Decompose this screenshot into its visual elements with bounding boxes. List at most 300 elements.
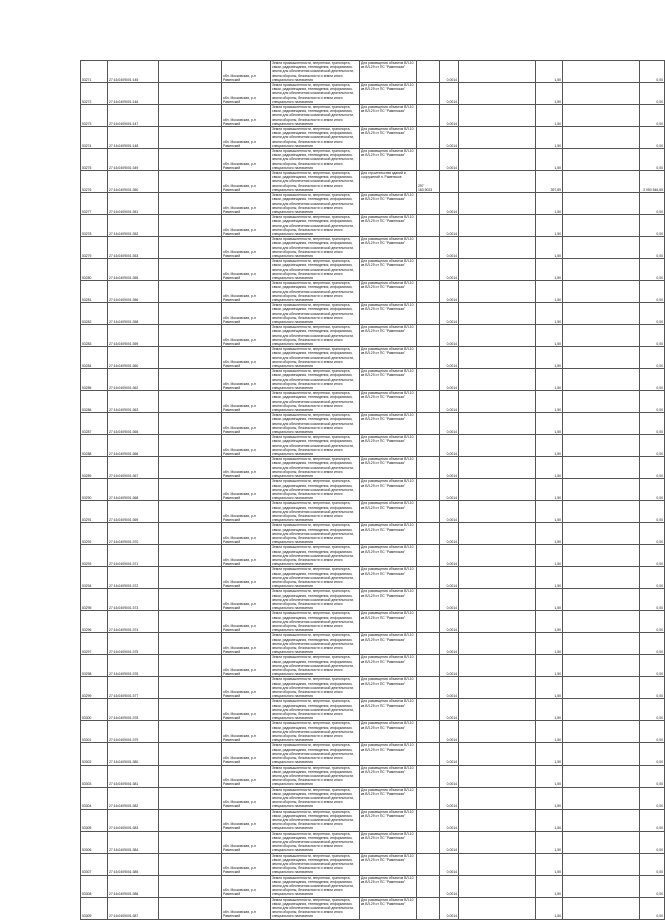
rate-cell: 1,50 xyxy=(536,237,563,259)
table-row xyxy=(81,897,665,919)
row-number-cell: 53293 xyxy=(81,545,108,567)
address-cell: обл. Московская, р-н Раменский xyxy=(222,853,271,875)
empty-cell xyxy=(159,259,222,281)
address-cell: обл. Московская, р-н Раменский xyxy=(222,391,271,413)
price-cell xyxy=(417,391,440,413)
empty-cell xyxy=(459,633,536,655)
land-category-cell: Земли промышленности, энергетики, транспорта, связи, радиовещания, телевидения, информатики, земли для обеспечения космической деятельности, земли обороны, безопасности и земли иного специального назначения xyxy=(271,853,360,875)
permitted-use-cell: Для размещения объектов ВЛ-10 кв ВЛ-29 от ПС "Раменская" xyxy=(360,545,417,567)
area-cell: 0,0014 xyxy=(440,61,459,83)
empty-cell xyxy=(159,435,222,457)
address-cell: обл. Московская, р-н Раменский xyxy=(222,567,271,589)
permitted-use-cell: Для размещения объектов ВЛ-10 кв ВЛ-29 от ПС "Раменская" xyxy=(360,215,417,237)
empty-cell xyxy=(563,897,640,919)
sum-cell: 0,00 xyxy=(640,721,665,743)
table-row xyxy=(81,457,665,479)
address-cell: обл. Московская, р-н Раменский xyxy=(222,611,271,633)
cadastral-number-cell: 27:16:0409001:363 xyxy=(108,391,159,413)
table-row xyxy=(81,413,665,435)
table-row xyxy=(81,501,665,523)
empty-cell xyxy=(459,479,536,501)
empty-cell xyxy=(563,523,640,545)
permitted-use-cell: Для размещения объектов ВЛ-10 кв ВЛ-29 от ПС "Раменская" xyxy=(360,105,417,127)
empty-cell xyxy=(459,523,536,545)
price-cell xyxy=(417,149,440,171)
empty-cell xyxy=(563,655,640,677)
table-row xyxy=(81,765,665,787)
sum-cell: 0,00 xyxy=(640,787,665,809)
area-cell: 0,0014 xyxy=(440,193,459,215)
land-category-cell: Земли промышленности, энергетики, транспорта, связи, радиовещания, телевидения, информатики, земли для обеспечения космической деятельности, земли обороны, безопасности и земли иного специального назначения xyxy=(271,193,360,215)
table-row xyxy=(81,303,665,325)
empty-cell xyxy=(459,743,536,765)
empty-cell xyxy=(459,611,536,633)
table-row xyxy=(81,237,665,259)
cadastral-number-cell: 27:16:0409001:379 xyxy=(108,721,159,743)
land-category-cell: Земли промышленности, энергетики, транспорта, связи, радиовещания, телевидения, информатики, земли для обеспечения космической деятельности, земли обороны, безопасности и земли иного специального назначения xyxy=(271,325,360,347)
sum-cell: 0,00 xyxy=(640,523,665,545)
cadastral-number-cell: 27:16:0409001:359 xyxy=(108,325,159,347)
permitted-use-cell: Для размещения объектов ВЛ-10 кв ВЛ-29 от ПС "Раменская" xyxy=(360,743,417,765)
empty-cell xyxy=(563,457,640,479)
address-cell: обл. Московская, р-н Раменский xyxy=(222,259,271,281)
empty-cell xyxy=(459,435,536,457)
empty-cell xyxy=(563,303,640,325)
address-cell: обл. Московская, р-н Раменский xyxy=(222,83,271,105)
cadastral-number-cell: 27:16:0409001:377 xyxy=(108,677,159,699)
sum-cell: 0,00 xyxy=(640,281,665,303)
empty-cell xyxy=(459,127,536,149)
empty-cell xyxy=(563,413,640,435)
rate-cell: 1,50 xyxy=(536,633,563,655)
rate-cell: 1,50 xyxy=(536,501,563,523)
price-cell xyxy=(417,479,440,501)
sum-cell: 0,00 xyxy=(640,765,665,787)
cadastral-number-cell: 27:16:0409001:380 xyxy=(108,743,159,765)
empty-cell xyxy=(459,259,536,281)
address-cell: обл. Московская, р-н Раменский xyxy=(222,589,271,611)
empty-cell xyxy=(563,281,640,303)
row-number-cell: 53286 xyxy=(81,391,108,413)
permitted-use-cell: Для размещения объектов ВЛ-10 кв ВЛ-29 от ПС "Раменская" xyxy=(360,325,417,347)
permitted-use-cell: Для размещения объектов ВЛ-10 кв ВЛ-29 от ПС "Раменская" xyxy=(360,611,417,633)
area-cell: 0,0014 xyxy=(440,369,459,391)
land-category-cell: Земли промышленности, энергетики, транспорта, связи, радиовещания, телевидения, информатики, земли для обеспечения космической деятельности, земли обороны, безопасности и земли иного специального назначения xyxy=(271,61,360,83)
sum-cell: 0,00 xyxy=(640,655,665,677)
price-cell xyxy=(417,435,440,457)
land-category-cell: Земли промышленности, энергетики, транспорта, связи, радиовещания, телевидения, информатики, земли для обеспечения космической деятельности, земли обороны, безопасности и земли иного специального назначения xyxy=(271,369,360,391)
cadastral-number-cell: 27:16:0409001:370 xyxy=(108,523,159,545)
cadastral-number-cell: 27:16:0409001:146 xyxy=(108,83,159,105)
permitted-use-cell: Для размещения объектов ВЛ-10 кв ВЛ-29 от ПС "Раменская" xyxy=(360,765,417,787)
sum-cell: 0,00 xyxy=(640,545,665,567)
sum-cell: 2 050 546,65 xyxy=(640,171,665,193)
row-number-cell: 53290 xyxy=(81,479,108,501)
sum-cell: 0,00 xyxy=(640,193,665,215)
sum-cell: 0,00 xyxy=(640,853,665,875)
empty-cell xyxy=(459,809,536,831)
empty-cell xyxy=(563,149,640,171)
address-cell: обл. Московская, р-н Раменский xyxy=(222,457,271,479)
address-cell: обл. Московская, р-н Раменский xyxy=(222,127,271,149)
price-cell xyxy=(417,127,440,149)
area-cell: 0,0014 xyxy=(440,897,459,919)
empty-cell xyxy=(563,193,640,215)
table-row xyxy=(81,369,665,391)
address-cell: обл. Московская, р-н Раменский xyxy=(222,633,271,655)
empty-cell xyxy=(563,435,640,457)
permitted-use-cell: Для размещения объектов ВЛ-10 кв ВЛ-29 от ПС "Раменская" xyxy=(360,413,417,435)
price-cell xyxy=(417,589,440,611)
rate-cell: 1,50 xyxy=(536,589,563,611)
empty-cell xyxy=(563,853,640,875)
table-row xyxy=(81,149,665,171)
row-number-cell: 53295 xyxy=(81,589,108,611)
rate-cell: 1,50 xyxy=(536,897,563,919)
permitted-use-cell: Для размещения объектов ВЛ-10 кв ВЛ-29 от ПС "Раменская" xyxy=(360,501,417,523)
table-row xyxy=(81,677,665,699)
price-cell xyxy=(417,831,440,853)
land-category-cell: Земли промышленности, энергетики, транспорта, связи, радиовещания, телевидения, информатики, земли для обеспечения космической деятельности, земли обороны, безопасности и земли иного специального назначения xyxy=(271,545,360,567)
empty-cell xyxy=(459,83,536,105)
rate-cell: 1,50 xyxy=(536,391,563,413)
empty-cell xyxy=(159,325,222,347)
empty-cell xyxy=(459,347,536,369)
empty-cell xyxy=(459,897,536,919)
empty-cell xyxy=(159,589,222,611)
table-row xyxy=(81,325,665,347)
empty-cell xyxy=(563,127,640,149)
cadastral-number-cell: 27:16:0409001:373 xyxy=(108,589,159,611)
empty-cell xyxy=(459,237,536,259)
empty-cell xyxy=(159,677,222,699)
address-cell: обл. Московская, р-н Раменский xyxy=(222,413,271,435)
row-number-cell: 53305 xyxy=(81,809,108,831)
empty-cell xyxy=(159,611,222,633)
cadastral-number-cell: 27:16:0409001:385 xyxy=(108,853,159,875)
row-number-cell: 53284 xyxy=(81,347,108,369)
cadastral-number-cell: 27:16:0409001:381 xyxy=(108,765,159,787)
sum-cell: 0,00 xyxy=(640,677,665,699)
empty-cell xyxy=(159,831,222,853)
land-category-cell: Земли промышленности, энергетики, транспорта, связи, радиовещания, телевидения, информатики, земли для обеспечения космической деятельности, земли обороны, безопасности и земли иного специального назначения xyxy=(271,677,360,699)
table-row xyxy=(81,347,665,369)
row-number-cell: 53296 xyxy=(81,611,108,633)
table-row xyxy=(81,545,665,567)
empty-cell xyxy=(459,61,536,83)
row-number-cell: 53300 xyxy=(81,699,108,721)
price-cell xyxy=(417,215,440,237)
price-cell xyxy=(417,567,440,589)
empty-cell xyxy=(159,655,222,677)
table-row xyxy=(81,699,665,721)
area-cell: 0,0014 xyxy=(440,655,459,677)
sum-cell: 0,00 xyxy=(640,457,665,479)
empty-cell xyxy=(563,369,640,391)
table-row xyxy=(81,787,665,809)
rate-cell: 1,50 xyxy=(536,127,563,149)
empty-cell xyxy=(459,853,536,875)
empty-cell xyxy=(159,105,222,127)
rate-cell: 1,50 xyxy=(536,105,563,127)
sum-cell: 0,00 xyxy=(640,105,665,127)
cadastral-number-cell: 27:16:0409001:378 xyxy=(108,699,159,721)
row-number-cell: 53304 xyxy=(81,787,108,809)
sum-cell: 0,00 xyxy=(640,237,665,259)
area-cell: 0,0014 xyxy=(440,259,459,281)
land-category-cell: Земли промышленности, энергетики, транспорта, связи, радиовещания, телевидения, информатики, земли для обеспечения космической деятельности, земли обороны, безопасности и земли иного специального назначения xyxy=(271,589,360,611)
land-category-cell: Земли промышленности, энергетики, транспорта, связи, радиовещания, телевидения, информатики, земли для обеспечения космической деятельности, земли обороны, безопасности и земли иного специального назначения xyxy=(271,303,360,325)
cadastral-number-cell: 27:16:0409001:386 xyxy=(108,875,159,897)
table-row xyxy=(81,589,665,611)
sum-cell: 0,00 xyxy=(640,589,665,611)
rate-cell: 1,50 xyxy=(536,567,563,589)
sum-cell: 0,00 xyxy=(640,83,665,105)
row-number-cell: 53272 xyxy=(81,83,108,105)
rate-cell: 1,50 xyxy=(536,655,563,677)
row-number-cell: 53308 xyxy=(81,875,108,897)
land-category-cell: Земли промышленности, энергетики, транспорта, связи, радиовещания, телевидения, информатики, земли для обеспечения космической деятельности, земли обороны, безопасности и земли иного специального назначения xyxy=(271,765,360,787)
rate-cell: 1,50 xyxy=(536,765,563,787)
row-number-cell: 53302 xyxy=(81,743,108,765)
price-cell xyxy=(417,633,440,655)
empty-cell xyxy=(563,347,640,369)
empty-cell xyxy=(159,787,222,809)
rate-cell: 1,50 xyxy=(536,193,563,215)
empty-cell xyxy=(563,567,640,589)
empty-cell xyxy=(459,765,536,787)
row-number-cell: 53279 xyxy=(81,237,108,259)
address-cell: обл. Московская, р-н Раменский xyxy=(222,435,271,457)
rate-cell: 1,50 xyxy=(536,413,563,435)
area-cell: 0,0014 xyxy=(440,809,459,831)
empty-cell xyxy=(459,831,536,853)
address-cell: обл. Московская, р-н Раменский xyxy=(222,171,271,193)
rate-cell: 1,50 xyxy=(536,853,563,875)
empty-cell xyxy=(563,325,640,347)
area-cell: 0,0014 xyxy=(440,743,459,765)
cadastral-number-cell: 27:16:0409001:383 xyxy=(108,809,159,831)
empty-cell xyxy=(563,743,640,765)
empty-cell xyxy=(459,589,536,611)
empty-cell xyxy=(159,369,222,391)
area-cell: 0,0014 xyxy=(440,501,459,523)
area-cell: 0,0014 xyxy=(440,787,459,809)
permitted-use-cell: Для размещения объектов ВЛ-10 кв ВЛ-29 от ПС "Раменская" xyxy=(360,523,417,545)
empty-cell xyxy=(563,699,640,721)
empty-cell xyxy=(159,303,222,325)
cadastral-number-cell: 27:16:0409001:367 xyxy=(108,457,159,479)
address-cell: обл. Московская, р-н Раменский xyxy=(222,809,271,831)
row-number-cell: 53277 xyxy=(81,193,108,215)
table-row xyxy=(81,281,665,303)
sum-cell: 0,00 xyxy=(640,897,665,919)
cadastral-number-cell: 27:16:0409001:362 xyxy=(108,369,159,391)
permitted-use-cell: Для размещения объектов ВЛ-10 кв ВЛ-29 от ПС "Раменская" xyxy=(360,457,417,479)
rate-cell: 1,50 xyxy=(536,743,563,765)
address-cell: обл. Московская, р-н Раменский xyxy=(222,897,271,919)
row-number-cell: 53297 xyxy=(81,633,108,655)
empty-cell xyxy=(159,809,222,831)
cadastral-number-cell: 27:16:0409001:366 xyxy=(108,435,159,457)
empty-cell xyxy=(563,545,640,567)
permitted-use-cell: Для размещения объектов ВЛ-10 кв ВЛ-29 от ПС "Раменская" xyxy=(360,677,417,699)
empty-cell xyxy=(459,281,536,303)
row-number-cell: 53283 xyxy=(81,325,108,347)
empty-cell xyxy=(459,787,536,809)
sum-cell: 0,00 xyxy=(640,369,665,391)
empty-cell xyxy=(563,721,640,743)
empty-cell xyxy=(459,545,536,567)
price-cell xyxy=(417,325,440,347)
land-category-cell: Земли промышленности, энергетики, транспорта, связи, радиовещания, телевидения, информатики, земли для обеспечения космической деятельности, земли обороны, безопасности и земли иного специального назначения xyxy=(271,567,360,589)
land-category-cell: Земли промышленности, энергетики, транспорта, связи, радиовещания, телевидения, информатики, земли для обеспечения космической деятельности, земли обороны, безопасности и земли иного специального назначения xyxy=(271,83,360,105)
land-category-cell: Земли промышленности, энергетики, транспорта, связи, радиовещания, телевидения, информатики, земли для обеспечения космической деятельности, земли обороны, безопасности и земли иного специального назначения xyxy=(271,105,360,127)
row-number-cell: 53301 xyxy=(81,721,108,743)
empty-cell xyxy=(159,853,222,875)
area-cell: 0,0014 xyxy=(440,149,459,171)
empty-cell xyxy=(563,259,640,281)
row-number-cell: 53287 xyxy=(81,413,108,435)
table-row xyxy=(81,105,665,127)
land-category-cell: Земли промышленности, энергетики, транспорта, связи, радиовещания, телевидения, информатики, земли для обеспечения космической деятельности, земли обороны, безопасности и земли иного специального назначения xyxy=(271,457,360,479)
permitted-use-cell: Для размещения объектов ВЛ-10 кв ВЛ-29 от ПС "Раменская" xyxy=(360,699,417,721)
cadastral-number-cell: 27:16:0409001:349 xyxy=(108,149,159,171)
permitted-use-cell: Для размещения объектов ВЛ-10 кв ВЛ-29 от ПС "Раменская" xyxy=(360,875,417,897)
cadastral-number-cell: 27:16:0409001:387 xyxy=(108,897,159,919)
price-cell xyxy=(417,655,440,677)
empty-cell xyxy=(563,677,640,699)
address-cell: обл. Московская, р-н Раменский xyxy=(222,149,271,171)
price-cell xyxy=(417,61,440,83)
area-cell: 0,0014 xyxy=(440,105,459,127)
sum-cell: 0,00 xyxy=(640,347,665,369)
rate-cell: 1,50 xyxy=(536,281,563,303)
table-row xyxy=(81,391,665,413)
price-cell xyxy=(417,237,440,259)
price-cell xyxy=(417,347,440,369)
empty-cell xyxy=(159,479,222,501)
empty-cell xyxy=(459,699,536,721)
permitted-use-cell: Для размещения объектов ВЛ-10 кв ВЛ-29 от ПС "Раменская" xyxy=(360,281,417,303)
cadastral-number-cell: 27:16:0409001:365 xyxy=(108,413,159,435)
empty-cell xyxy=(159,171,222,193)
cadastral-number-cell: 27:16:0409001:372 xyxy=(108,567,159,589)
empty-cell xyxy=(159,193,222,215)
row-number-cell: 53281 xyxy=(81,281,108,303)
empty-cell xyxy=(563,171,640,193)
price-cell xyxy=(417,545,440,567)
row-number-cell: 53278 xyxy=(81,215,108,237)
land-category-cell: Земли промышленности, энергетики, транспорта, связи, радиовещания, телевидения, информатики, земли для обеспечения космической деятельности, земли обороны, безопасности и земли иного специального назначения xyxy=(271,281,360,303)
area-cell: 0,0014 xyxy=(440,479,459,501)
empty-cell xyxy=(159,523,222,545)
price-cell xyxy=(417,457,440,479)
permitted-use-cell: Для размещения объектов ВЛ-10 кв ВЛ-29 от ПС "Раменская" xyxy=(360,853,417,875)
cadastral-number-cell: 27:16:0409001:374 xyxy=(108,611,159,633)
permitted-use-cell: Для размещения объектов ВЛ-10 кв ВЛ-29 от ПС "Раменская" xyxy=(360,633,417,655)
rate-cell: 1,50 xyxy=(536,875,563,897)
empty-cell xyxy=(563,633,640,655)
cadastral-number-cell: 27:16:0409001:371 xyxy=(108,545,159,567)
cadastral-number-cell: 27:16:0409001:355 xyxy=(108,259,159,281)
cadastral-number-cell: 27:16:0409001:376 xyxy=(108,655,159,677)
price-cell xyxy=(417,721,440,743)
table-row xyxy=(81,83,665,105)
empty-cell xyxy=(459,721,536,743)
cadastral-number-cell: 27:16:0409001:353 xyxy=(108,237,159,259)
empty-cell xyxy=(159,743,222,765)
permitted-use-cell: Для размещения объектов ВЛ-10 кв ВЛ-29 от ПС "Раменская" xyxy=(360,303,417,325)
area-cell: 0,0014 xyxy=(440,699,459,721)
land-category-cell: Земли промышленности, энергетики, транспорта, связи, радиовещания, телевидения, информатики, земли для обеспечения космической деятельности, земли обороны, безопасности и земли иного специального назначения xyxy=(271,721,360,743)
sum-cell: 0,00 xyxy=(640,699,665,721)
address-cell: обл. Московская, р-н Раменский xyxy=(222,237,271,259)
permitted-use-cell: Для размещения объектов ВЛ-10 кв ВЛ-29 от ПС "Раменская" xyxy=(360,809,417,831)
address-cell: обл. Московская, р-н Раменский xyxy=(222,743,271,765)
empty-cell xyxy=(459,655,536,677)
empty-cell xyxy=(459,303,536,325)
table-row xyxy=(81,171,665,193)
address-cell: обл. Московская, р-н Раменский xyxy=(222,347,271,369)
rate-cell: 1,50 xyxy=(536,787,563,809)
permitted-use-cell: Для размещения объектов ВЛ-10 кв ВЛ-29 от ПС "Раменская" xyxy=(360,237,417,259)
sum-cell: 0,00 xyxy=(640,567,665,589)
land-category-cell: Земли промышленности, энергетики, транспорта, связи, радиовещания, телевидения, информатики, земли для обеспечения космической деятельности, земли обороны, безопасности и земли иного специального назначения xyxy=(271,171,360,193)
address-cell: обл. Московская, р-н Раменский xyxy=(222,831,271,853)
price-cell xyxy=(417,611,440,633)
price-cell xyxy=(417,677,440,699)
cadastral-number-cell: 27:16:0409001:382 xyxy=(108,787,159,809)
area-cell: 0,0014 xyxy=(440,875,459,897)
empty-cell xyxy=(159,875,222,897)
address-cell: обл. Московская, р-н Раменский xyxy=(222,875,271,897)
rate-cell: 1,50 xyxy=(536,259,563,281)
rate-cell: 397,89 xyxy=(536,171,563,193)
empty-cell xyxy=(563,61,640,83)
cadastral-number-cell: 27:16:0409001:358 xyxy=(108,303,159,325)
sum-cell: 0,00 xyxy=(640,633,665,655)
land-category-cell: Земли промышленности, энергетики, транспорта, связи, радиовещания, телевидения, информатики, земли для обеспечения космической деятельности, земли обороны, безопасности и земли иного специального назначения xyxy=(271,633,360,655)
row-number-cell: 53289 xyxy=(81,457,108,479)
row-number-cell: 53294 xyxy=(81,567,108,589)
area-cell: 0,0014 xyxy=(440,127,459,149)
land-category-cell: Земли промышленности, энергетики, транспорта, связи, радиовещания, телевидения, информатики, земли для обеспечения космической деятельности, земли обороны, безопасности и земли иного специального назначения xyxy=(271,809,360,831)
sum-cell: 0,00 xyxy=(640,875,665,897)
permitted-use-cell: Для размещения объектов ВЛ-10 кв ВЛ-29 от ПС "Раменская" xyxy=(360,479,417,501)
empty-cell xyxy=(159,391,222,413)
row-number-cell: 53273 xyxy=(81,105,108,127)
area-cell: 0,0014 xyxy=(440,347,459,369)
land-category-cell: Земли промышленности, энергетики, транспорта, связи, радиовещания, телевидения, информатики, земли для обеспечения космической деятельности, земли обороны, безопасности и земли иного специального назначения xyxy=(271,655,360,677)
table-body xyxy=(81,61,665,920)
table-row xyxy=(81,127,665,149)
address-cell: обл. Московская, р-н Раменский xyxy=(222,721,271,743)
empty-cell xyxy=(459,215,536,237)
area-cell: 0,0014 xyxy=(440,567,459,589)
empty-cell xyxy=(563,589,640,611)
permitted-use-cell: Для размещения объектов ВЛ-10 кв ВЛ-29 от ПС "Раменская" xyxy=(360,347,417,369)
empty-cell xyxy=(159,413,222,435)
empty-cell xyxy=(159,545,222,567)
empty-cell xyxy=(159,83,222,105)
sum-cell: 0,00 xyxy=(640,127,665,149)
empty-cell xyxy=(563,501,640,523)
permitted-use-cell: Для размещения объектов ВЛ-10 кв ВЛ-29 от ПС "Раменская" xyxy=(360,831,417,853)
empty-cell xyxy=(563,479,640,501)
land-category-cell: Земли промышленности, энергетики, транспорта, связи, радиовещания, телевидения, информатики, земли для обеспечения космической деятельности, земли обороны, безопасности и земли иного специального назначения xyxy=(271,523,360,545)
area-cell: 0,0014 xyxy=(440,215,459,237)
